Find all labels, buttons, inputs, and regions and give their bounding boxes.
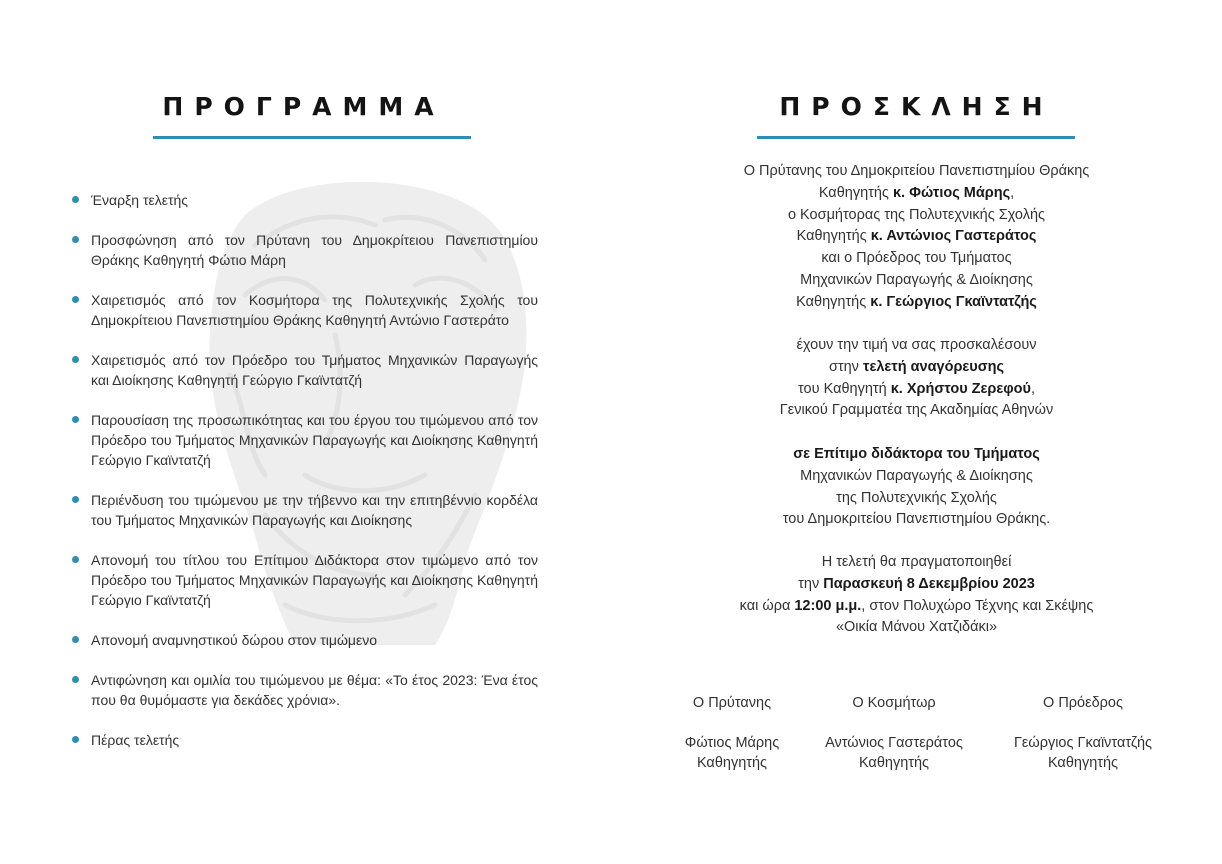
signature-rector: Ο Πρύτανης Φώτιος Μάρης Καθηγητής xyxy=(684,695,780,771)
bullet-icon xyxy=(72,676,79,683)
title-underline xyxy=(757,136,1075,139)
invitation-page xyxy=(611,0,1222,864)
honor-paragraph: έχουν την τιμή να σας προσκαλέσουν στην τελετή αναγόρευσης του Καθηγητή κ. Χρήστου Ζερεφού, Γενικού Γραμματέα της Ακαδημίας Αθηνών xyxy=(779,337,1054,419)
hosts-paragraph: Ο Πρύτανης του Δημοκριτείου Πανεπιστημίου Θράκης Καθηγητής κ. Φώτιος Μάρης, ο Κοσμήτορας της Πολυτεχνικής Σχολής Καθηγητής κ. Αντώνιος Γαστεράτος και ο Πρόεδρος του Τμήματος Μηχανικών Παραγωγής & Διοίκησης Καθηγητής κ. Γεώργιος Γκαϊντατζής xyxy=(743,163,1090,310)
program-list xyxy=(72,190,538,750)
program-item: Πέρας τελετής xyxy=(72,730,538,750)
bullet-icon xyxy=(72,736,79,743)
bullet-icon xyxy=(72,236,79,243)
program-item: Χαιρετισμός από τον Πρόεδρο του Τμήματος Μηχανικών Παραγωγής και Διοίκησης Καθηγητή Γεώργιο Γκαϊντατζή xyxy=(72,350,538,390)
bullet-icon xyxy=(72,556,79,563)
bullet-icon xyxy=(72,196,79,203)
program-item: Έναρξη τελετής xyxy=(72,190,538,210)
program-title: ΠΡΟΓΡΑΜΜΑ xyxy=(162,92,445,121)
event-paragraph: Η τελετή θα πραγματοποιηθεί την Παρασκευή 8 Δεκεμβρίου 2023 και ώρα 12:00 μ.μ., στον Πολυχώρο Τέχνης και Σκέψης «Οικία Μάνου Χατζιδάκι» xyxy=(739,554,1094,636)
program-item: Απονομή αναμνηστικού δώρου στον τιμώμενο xyxy=(72,630,538,650)
bullet-icon xyxy=(72,496,79,503)
bullet-icon xyxy=(72,636,79,643)
program-item: Προσφώνηση από τον Πρύτανη του Δημοκρίτειου Πανεπιστημίου Θράκης Καθηγητή Φώτιο Μάρη xyxy=(72,230,538,270)
program-item: Παρουσίαση της προσωπικότητας και του έργου του τιμώμενου από τον Πρόεδρο του Τμήματος Μηχανικών Παραγωγής και Διοίκησης Καθηγητή Γεώργιο Γκαϊντατζή xyxy=(72,410,538,470)
signature-dean: Ο Κοσμήτωρ Αντώνιος Γαστεράτος Καθηγητής xyxy=(825,695,963,771)
program-item: Απονομή του τίτλου του Επίτιμου Διδάκτορα στον τιμώμενο από τον Πρόεδρο του Τμήματος Μηχανικών Παραγωγής και Διοίκησης Καθηγητή Γεώργιο Γκαϊντατζή xyxy=(72,550,538,610)
program-item: Χαιρετισμός από τον Κοσμήτορα της Πολυτεχνικής Σχολής του Δημοκρίτειου Πανεπιστημίου Θράκης Καθηγητή Αντώνιο Γαστεράτο xyxy=(72,290,538,330)
bullet-icon xyxy=(72,416,79,423)
bullet-icon xyxy=(72,356,79,363)
program-item: Περιένδυση του τιμώμενου με την τήβεννο και την επιτηβέννιο κορδέλα του Τμήματος Μηχανικών Παραγωγής και Διοίκησης xyxy=(72,490,538,530)
program-item: Αντιφώνηση και ομιλία του τιμώμενου με θέμα: «Το έτος 2023: Ένα έτος που θα θυμόμαστε για δεκάδες χρόνια». xyxy=(72,670,538,710)
degree-paragraph: σε Επίτιμο διδάκτορα του Τμήματος Μηχανικών Παραγωγής & Διοίκησης της Πολυτεχνικής Σχολής του Δημοκριτείου Πανεπιστημίου Θράκης. xyxy=(782,446,1051,528)
signature-chair: Ο Πρόεδρος Γεώργιος Γκαϊντατζής Καθηγητής xyxy=(1013,695,1153,771)
title-underline xyxy=(153,136,471,139)
invitation-title: ΠΡΟΣΚΛΗΣΗ xyxy=(779,92,1054,121)
bullet-icon xyxy=(72,296,79,303)
